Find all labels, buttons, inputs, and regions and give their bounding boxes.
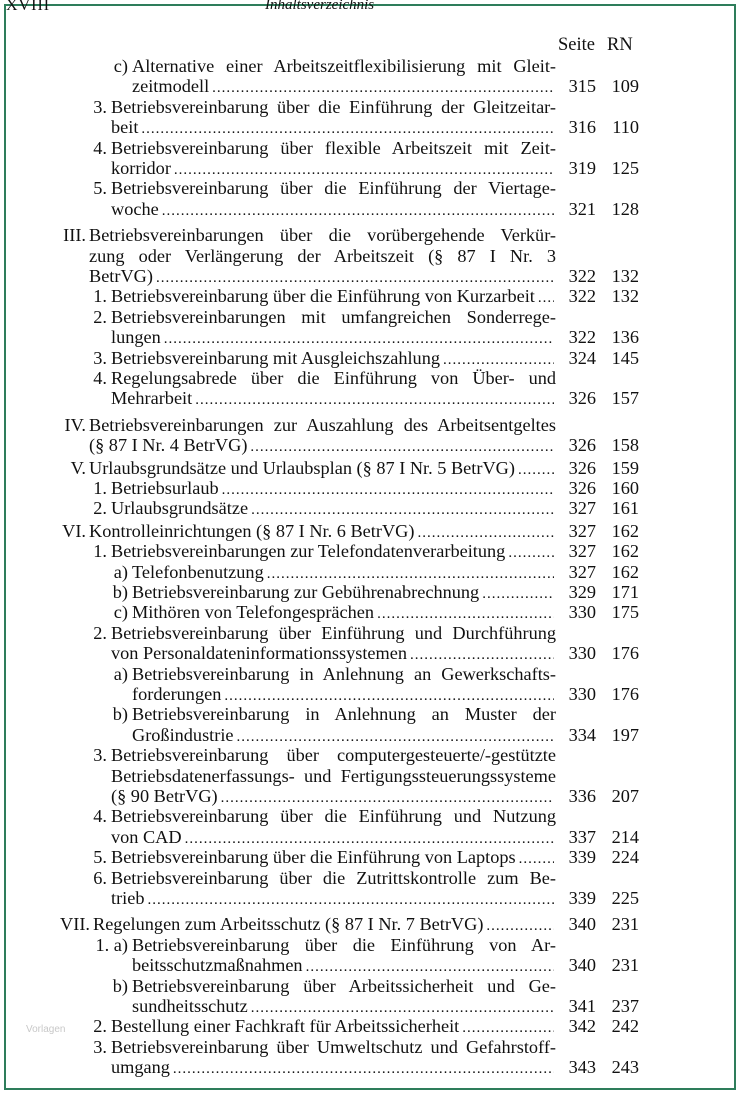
- dot-leader: [195, 390, 554, 410]
- toc-entry: [0, 56, 740, 76]
- toc-entry: [0, 582, 740, 602]
- toc-entry-title: Betriebsvereinbarung über die Einführung von Ar-: [132, 935, 556, 955]
- toc-margin-number: 237: [611, 996, 639, 1016]
- toc-entry: [0, 178, 740, 198]
- toc-entry-number: V.: [70, 458, 86, 478]
- toc-entry-number: 2.: [93, 307, 107, 327]
- toc-page-number: 330: [568, 643, 596, 663]
- toc-entry-leader-line: [132, 725, 556, 747]
- toc-margin-number: 231: [611, 914, 639, 934]
- dot-leader: [538, 288, 554, 308]
- toc-entry-title: Betriebsdatenerfassungs- und Fertigungssteuerungssysteme: [111, 766, 556, 786]
- toc-entry: [0, 562, 740, 582]
- toc-margin-number: 224: [611, 847, 639, 867]
- toc-entry-title: Betriebsvereinbarung zur Gebührenabrechnung: [132, 582, 480, 602]
- toc-entry: [0, 664, 740, 684]
- toc-page-number: 324: [568, 348, 596, 368]
- toc-margin-number: 176: [611, 643, 639, 663]
- toc-page-number: 342: [568, 1016, 596, 1036]
- dot-leader: [462, 1018, 554, 1038]
- toc-page-number: 327: [568, 541, 596, 561]
- toc-entry-title: Großindustrie: [132, 725, 234, 745]
- toc-entry-leader-line: [132, 602, 556, 624]
- toc-margin-number: 175: [611, 602, 639, 622]
- toc-entry-continuation: [0, 76, 740, 96]
- toc-entry-leader-line: [132, 684, 556, 706]
- toc-entry-number: 3.: [93, 348, 107, 368]
- toc-entry: [0, 138, 740, 158]
- toc-entry-title: zeitmodell: [132, 76, 210, 96]
- toc-margin-number: 225: [611, 888, 639, 908]
- toc-entry-number: b): [112, 704, 128, 724]
- toc-entry-number: 5.: [93, 847, 107, 867]
- toc-entry-title: Betriebsvereinbarung über computergesteuerte/-gestützte: [111, 745, 556, 765]
- toc-entry-title: Betriebsvereinbarungen über die vorübergehende Verkür-: [89, 225, 556, 245]
- dot-leader: [251, 500, 554, 520]
- toc-entry-number: 6.: [93, 868, 107, 888]
- dot-leader: [222, 480, 554, 500]
- toc-page-number: 327: [568, 498, 596, 518]
- dot-leader: [221, 788, 554, 808]
- toc-entry-number: 4.: [93, 138, 107, 158]
- toc-entry-continuation: [0, 996, 740, 1016]
- toc-page-number: 326: [568, 458, 596, 478]
- dot-leader: [185, 829, 554, 849]
- toc-entry-title: Mehrarbeit: [111, 388, 193, 408]
- toc-entry-number: 3.: [93, 1037, 107, 1057]
- dot-leader: [224, 686, 554, 706]
- toc-margin-number: 197: [611, 725, 639, 745]
- toc-entry-continuation: [0, 955, 740, 975]
- toc-margin-number: 171: [611, 582, 639, 602]
- toc-page-number: 322: [568, 286, 596, 306]
- dot-leader: [508, 543, 554, 563]
- toc-entry-title: zung oder Verlängerung der Arbeitszeit (§ 87 I Nr. 3: [89, 246, 556, 266]
- watermark: Vorlagen: [26, 1024, 66, 1035]
- toc-entry-leader-line: [89, 458, 556, 480]
- toc-entry-number: 4.: [93, 806, 107, 826]
- toc-entry-title: Alternative einer Arbeitszeitflexibilisierung mit Gleit-: [132, 56, 556, 76]
- toc-entry-number: a): [113, 664, 128, 684]
- toc-entry: [0, 1016, 740, 1036]
- toc-page-number: 330: [568, 684, 596, 704]
- toc-entry-title: Urlaubsgrundsätze: [111, 498, 249, 518]
- toc-entry-leader-line: [132, 996, 556, 1018]
- toc-margin-number: 176: [611, 684, 639, 704]
- toc-entry-number: 5.: [93, 178, 107, 198]
- toc-margin-number: 158: [611, 435, 639, 455]
- dot-leader: [482, 584, 554, 604]
- toc-entry-title: lungen: [111, 327, 161, 347]
- toc-entry: [0, 368, 740, 388]
- toc-entry-leader-line: [111, 388, 556, 410]
- toc-entry-title: Mithören von Telefongesprächen: [132, 602, 375, 622]
- toc-page-number: 321: [568, 199, 596, 219]
- dot-leader: [164, 329, 554, 349]
- toc-entry-leader-line: [111, 117, 556, 139]
- dot-leader: [141, 119, 554, 139]
- toc-entry-leader-line: [111, 1016, 556, 1038]
- dot-leader: [267, 564, 554, 584]
- running-title: Inhaltsverzeichnis: [265, 0, 375, 13]
- toc-entry: [0, 458, 740, 478]
- toc-entry-title: Betriebsvereinbarung über Umweltschutz und Gefahrstoff-: [111, 1037, 556, 1057]
- toc-entry-leader-line: [132, 562, 556, 584]
- toc-entry-number: 1.: [93, 478, 107, 498]
- dot-leader: [212, 78, 554, 98]
- toc-entry-continuation: [0, 199, 740, 219]
- toc-page-number: 327: [568, 562, 596, 582]
- dot-leader: [156, 268, 554, 288]
- toc-entry: [0, 704, 740, 724]
- toc-entry-leader-line: [111, 1057, 556, 1079]
- toc-entry-leader-line: [111, 286, 556, 308]
- dot-leader: [250, 437, 554, 457]
- toc-entry-title: Betriebsvereinbarung mit Ausgleichszahlung: [111, 348, 440, 368]
- toc-entry: [0, 847, 740, 867]
- toc-margin-number: 125: [611, 158, 639, 178]
- toc-entry: [0, 976, 740, 996]
- toc-entry-title: Betriebsvereinbarungen mit umfangreichen Sonderrege-: [111, 307, 556, 327]
- toc-page-number: 337: [568, 827, 596, 847]
- toc-entry-title: von CAD: [111, 827, 182, 847]
- toc-page-number: 343: [568, 1057, 596, 1077]
- toc-page-number: 339: [568, 847, 596, 867]
- toc-margin-number: 110: [612, 117, 639, 137]
- toc-page-number: 330: [568, 602, 596, 622]
- toc-entry: [0, 521, 740, 541]
- toc-entry-leader-line: [111, 888, 556, 910]
- toc-margin-number: 128: [611, 199, 639, 219]
- toc-entry-leader-line: [132, 582, 556, 604]
- toc-margin-number: 159: [611, 458, 639, 478]
- toc-page-number: 319: [568, 158, 596, 178]
- toc-page-number: 336: [568, 786, 596, 806]
- toc-entry-continuation: [0, 158, 740, 178]
- toc-entry-title: umgang: [111, 1057, 170, 1077]
- toc-entry-title: (§ 87 I Nr. 4 BetrVG): [89, 435, 248, 455]
- toc-entry-continuation: [0, 766, 740, 786]
- toc-entry-title: Betriebsvereinbarung über die Zutrittskontrolle zum Be-: [111, 868, 556, 888]
- toc-entry-number: IV.: [64, 415, 86, 435]
- toc-entry-leader-line: [93, 914, 556, 936]
- toc-entry: [0, 806, 740, 826]
- toc-entry-title: Betriebsvereinbarungen zur Auszahlung des Arbeitsentgeltes: [89, 415, 556, 435]
- toc-page-number: 326: [568, 435, 596, 455]
- toc-entry-number: 4.: [93, 368, 107, 388]
- toc-entry-title: Betriebsvereinbarung über die Einführung und Nutzung: [111, 806, 556, 826]
- toc-entry-title: Betriebsvereinbarung in Anlehnung an Gewerkschafts-: [132, 664, 556, 684]
- toc-entry-title: BetrVG): [89, 266, 153, 286]
- toc-margin-number: 109: [611, 76, 639, 96]
- toc-entry-title: korridor: [111, 158, 171, 178]
- dot-leader: [443, 350, 554, 370]
- toc-entry: [0, 498, 740, 518]
- toc-entry-number: 3.: [93, 97, 107, 117]
- toc-entry-leader-line: [89, 521, 556, 543]
- toc-entry-leader-line: [111, 498, 556, 520]
- toc-entry-number: b): [112, 976, 128, 996]
- dot-leader: [417, 523, 554, 543]
- toc-entry-continuation: [0, 725, 740, 745]
- toc-entry-leader-line: [111, 541, 556, 563]
- toc-entry-title: beitsschutzmaßnahmen: [132, 955, 303, 975]
- toc-entry: [0, 225, 740, 245]
- toc-entry: [0, 623, 740, 643]
- toc-margin-number: 231: [611, 955, 639, 975]
- toc-page-number: 341: [568, 996, 596, 1016]
- toc-page-number: 322: [568, 266, 596, 286]
- toc-entry-number: III.: [63, 225, 86, 245]
- toc-entry-continuation: [0, 827, 740, 847]
- toc-entry-continuation: [0, 786, 740, 806]
- toc-entry-title: Betriebsvereinbarungen zur Telefondatenverarbeitung: [111, 541, 506, 561]
- toc-entry: [0, 286, 740, 306]
- toc-margin-number: 132: [611, 266, 639, 286]
- toc-entry: [0, 541, 740, 561]
- dot-leader: [173, 1059, 554, 1079]
- dot-leader: [486, 916, 554, 936]
- toc-entry-continuation: [0, 435, 740, 455]
- toc-entry-title: Telefonbenutzung: [132, 562, 264, 582]
- toc-page-number: 316: [568, 117, 596, 137]
- dot-leader: [174, 160, 554, 180]
- toc-entry-number: 2.: [93, 623, 107, 643]
- toc-entry-continuation: [0, 684, 740, 704]
- toc-entry-continuation: [0, 327, 740, 347]
- toc-page-number: 322: [568, 327, 596, 347]
- dot-leader: [306, 957, 554, 977]
- toc-entry-number: 1.: [93, 286, 107, 306]
- dot-leader: [518, 460, 554, 480]
- toc-entry-number: 1.: [93, 541, 107, 561]
- toc-entry-leader-line: [89, 435, 556, 457]
- page-number: XVIII: [6, 0, 51, 14]
- toc-entry-leader-line: [111, 643, 556, 665]
- toc-entry-number: b): [112, 582, 128, 602]
- toc-entry-title: trieb: [111, 888, 145, 908]
- toc-page-number: 326: [568, 388, 596, 408]
- toc-entry: [0, 914, 740, 934]
- toc-entry-title: von Personaldateninformationssystemen: [111, 643, 407, 663]
- toc-entry: [0, 602, 740, 622]
- toc-margin-number: 214: [611, 827, 639, 847]
- toc-entry: [0, 868, 740, 888]
- toc-entry-number: 2.: [93, 498, 107, 518]
- toc-entry-title: Betriebsvereinbarung über Arbeitssicherheit und Ge-: [132, 976, 556, 996]
- toc-page-number: 340: [568, 914, 596, 934]
- toc-entry-continuation: [0, 388, 740, 408]
- toc-entry-leader-line: [111, 199, 556, 221]
- toc-entry-number: c): [113, 602, 128, 622]
- toc-entry-title: woche: [111, 199, 159, 219]
- toc-entry-continuation: [0, 266, 740, 286]
- dot-leader: [377, 604, 554, 624]
- toc-entry-title: Betriebsvereinbarung über die Einführung der Gleitzeitar-: [111, 97, 556, 117]
- toc-entry-leader-line: [111, 348, 556, 370]
- toc-entry-number: VII.: [60, 914, 90, 934]
- toc-entry-number: 2.: [93, 1016, 107, 1036]
- toc-entry: [0, 478, 740, 498]
- toc-entry-leader-line: [111, 478, 556, 500]
- toc-entry-continuation: [0, 888, 740, 908]
- toc-entry-continuation: [0, 643, 740, 663]
- toc-margin-number: 243: [611, 1057, 639, 1077]
- toc-margin-number: 162: [611, 541, 639, 561]
- toc-page-number: 340: [568, 955, 596, 975]
- toc-entry-leader-line: [111, 847, 556, 869]
- toc-entry-leader-line: [111, 327, 556, 349]
- toc-entry: [0, 1037, 740, 1057]
- toc-page-number: 327: [568, 521, 596, 541]
- toc-entry-leader-line: [132, 76, 556, 98]
- toc-entry: [0, 745, 740, 765]
- dot-leader: [162, 201, 554, 221]
- toc-entry-title: (§ 90 BetrVG): [111, 786, 218, 806]
- toc-page-number: 339: [568, 888, 596, 908]
- toc-margin-number: 157: [611, 388, 639, 408]
- toc-entry-title: Regelungen zum Arbeitsschutz (§ 87 I Nr. 7 BetrVG): [93, 914, 484, 934]
- toc-margin-number: 242: [611, 1016, 639, 1036]
- toc-entry-title: forderungen: [132, 684, 222, 704]
- dot-leader: [148, 890, 554, 910]
- toc-entry-leader-line: [111, 158, 556, 180]
- toc-entry-leader-line: [89, 266, 556, 288]
- dot-leader: [519, 849, 554, 869]
- toc-entry-title: Bestellung einer Fachkraft für Arbeitssicherheit: [111, 1016, 460, 1036]
- toc-margin-number: 145: [611, 348, 639, 368]
- toc-entry-title: Kontrolleinrichtungen (§ 87 I Nr. 6 BetrVG): [89, 521, 415, 541]
- toc-margin-number: 161: [611, 498, 639, 518]
- toc-margin-number: 132: [611, 286, 639, 306]
- toc-page-number: 334: [568, 725, 596, 745]
- toc-margin-number: 160: [611, 478, 639, 498]
- toc-entry-number: c): [113, 56, 128, 76]
- toc-page-number: 329: [568, 582, 596, 602]
- toc-entry-title: Betriebsvereinbarung über die Einführung von Laptops: [111, 847, 516, 867]
- toc-margin-number: 136: [611, 327, 639, 347]
- toc-entry-leader-line: [111, 827, 556, 849]
- toc-entry-title: Betriebsvereinbarung über die Einführung von Kurzarbeit: [111, 286, 535, 306]
- toc-entry: [0, 97, 740, 117]
- toc-margin-number: 162: [611, 521, 639, 541]
- toc-entry-title: Betriebsurlaub: [111, 478, 219, 498]
- toc-entry-title: Urlaubsgrundsätze und Urlaubsplan (§ 87 I Nr. 5 BetrVG): [89, 458, 515, 478]
- toc-entry-title: beit: [111, 117, 139, 137]
- toc-entry-number: VI.: [62, 521, 86, 541]
- toc-entry-title: Betriebsvereinbarung über Einführung und Durchführung: [111, 623, 556, 643]
- toc-entry-number: a): [113, 562, 128, 582]
- toc-entry: [0, 935, 740, 955]
- toc-margin-number: 162: [611, 562, 639, 582]
- toc-entry: [0, 348, 740, 368]
- dot-leader: [251, 998, 554, 1018]
- toc-entry-continuation: [0, 246, 740, 266]
- toc-entry-title: Regelungsabrede über die Einführung von Über- und: [111, 368, 556, 388]
- toc-entry: [0, 307, 740, 327]
- toc-entry-title: Betriebsvereinbarung in Anlehnung an Muster der: [132, 704, 556, 724]
- toc-entry-title: sundheitsschutz: [132, 996, 248, 1016]
- toc-margin-number: 207: [611, 786, 639, 806]
- dot-leader: [410, 645, 554, 665]
- dot-leader: [237, 727, 554, 747]
- toc-entry-continuation: [0, 1057, 740, 1077]
- toc-page-number: 326: [568, 478, 596, 498]
- toc-entry-title: Betriebsvereinbarung über flexible Arbeitszeit mit Zeit-: [111, 138, 556, 158]
- toc-entry-leader-line: [132, 955, 556, 977]
- toc-page-number: 315: [568, 76, 596, 96]
- toc-entry-leader-line: [111, 786, 556, 808]
- toc-entry-number: 3.: [93, 745, 107, 765]
- toc-entry-continuation: [0, 117, 740, 137]
- column-header-rn: RN: [607, 35, 633, 55]
- column-header-seite: Seite: [558, 35, 595, 55]
- toc-entry: [0, 415, 740, 435]
- toc-entry-title: Betriebsvereinbarung über die Einführung der Viertage-: [111, 178, 556, 198]
- toc-entry-number: 1. a): [95, 935, 128, 955]
